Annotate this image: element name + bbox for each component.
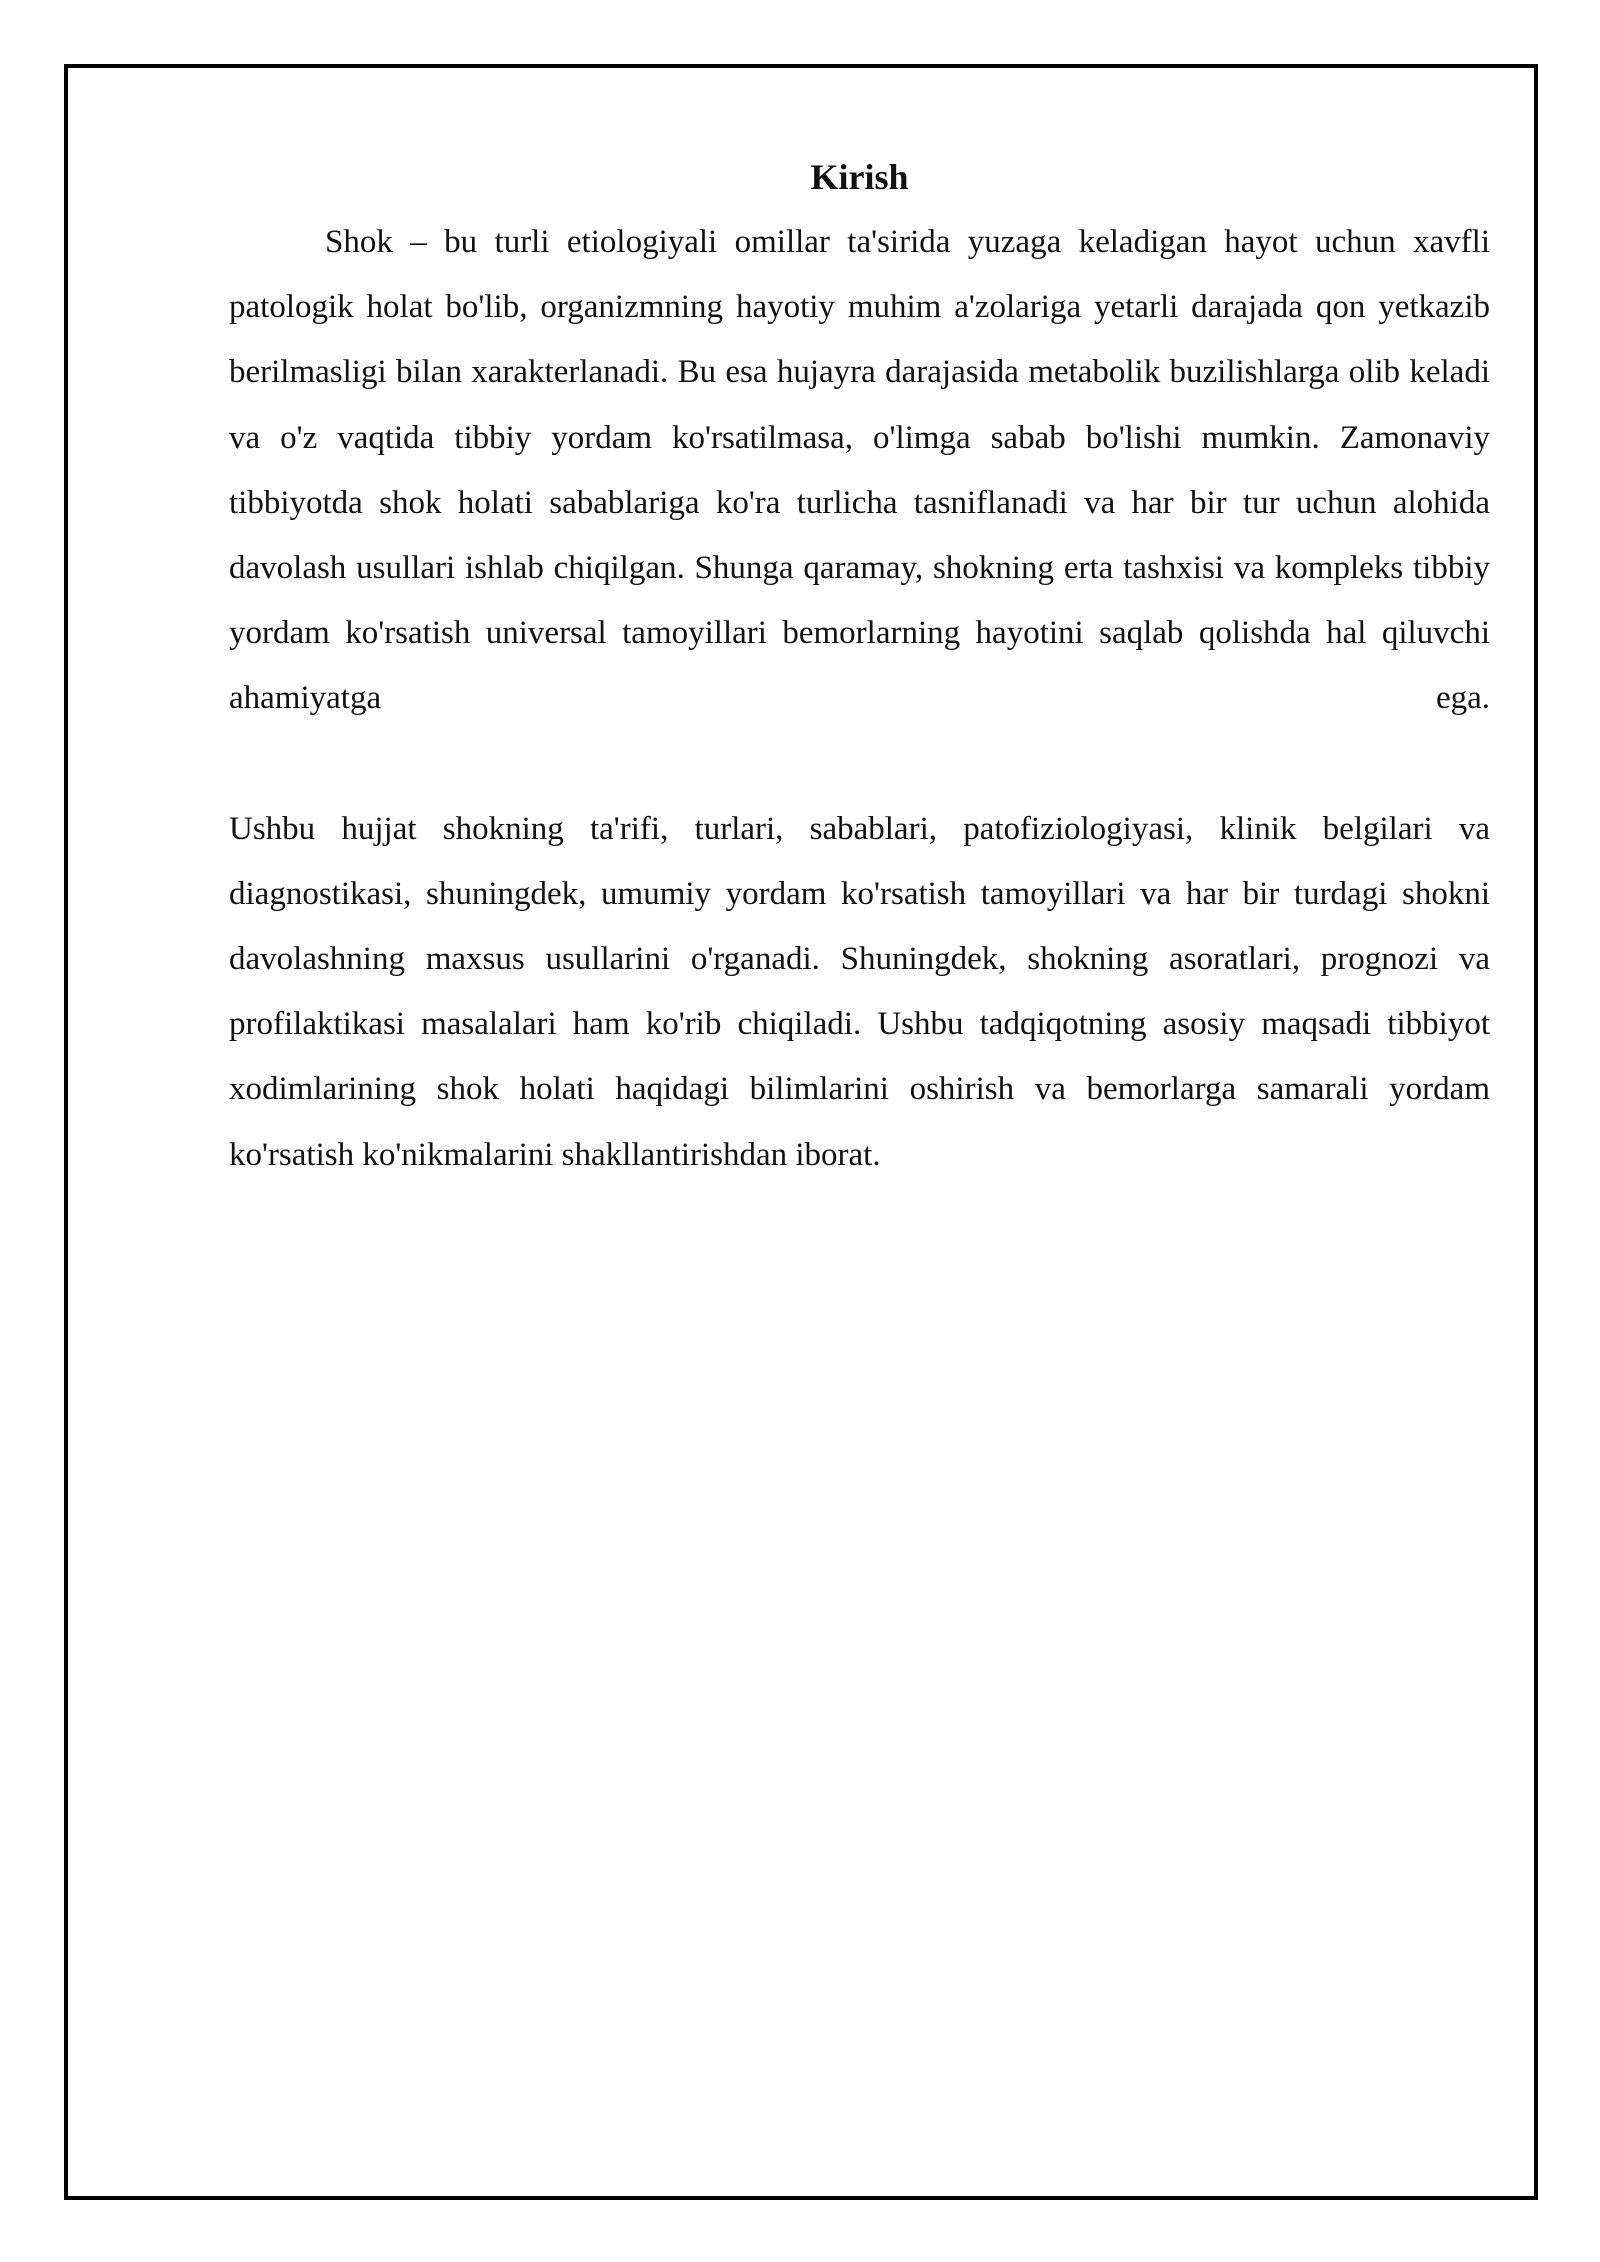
paragraph-spacer: [229, 732, 1490, 797]
document-title: Kirish: [810, 157, 909, 197]
document-body: [229, 146, 1490, 1188]
paragraph-scope: Ushbu hujjat shokning ta'rifi, turlari, sabablari, patofiziologiyasi, klinik belgilari va diagnostikasi, shuningdek, umumiy yordam ko'rsatish tamoyillari va har bir turdagi shokni davolashning maxsus usullarini o'rganadi. Shuningdek, shokning asoratlari, prognozi va profilaktikasi masalalari ham ko'rib chiqiladi. Ushbu tadqiqotning asosiy maqsadi tibbiyot xodimlarining shok holati haqidagi bilimlarini oshirish va bemorlarga samarali yordam ko'rsatish ko'nikmalarini shakllantirishdan iborat.: [229, 810, 1490, 1173]
paragraph-intro: Shok – bu turli etiologiyali omillar ta'sirida yuzaga keladigan hayot uchun xavfli patologik holat bo'lib, organizmning hayotiy muhim a'zolariga yetarli darajada qon yetkazib berilmasligi bilan xarakterlanadi. Bu esa hujayra darajasida metabolik buzilishlarga olib keladi va o'z vaqtida tibbiy yordam ko'rsatilmasa, o'limga sabab bo'lishi mumkin. Zamonaviy tibbiyotda shok holati sabablariga ko'ra turlicha tasniflanadi va har bir tur uchun alohida davolash usullari ishlab chiqilgan. Shunga qaramay, shokning erta tashxisi va kompleks tibbiy yordam ko'rsatish universal tamoyillari bemorlarning hayotini saqlab qolishda hal qiluvchi ahamiyatga ega.: [229, 224, 1490, 717]
